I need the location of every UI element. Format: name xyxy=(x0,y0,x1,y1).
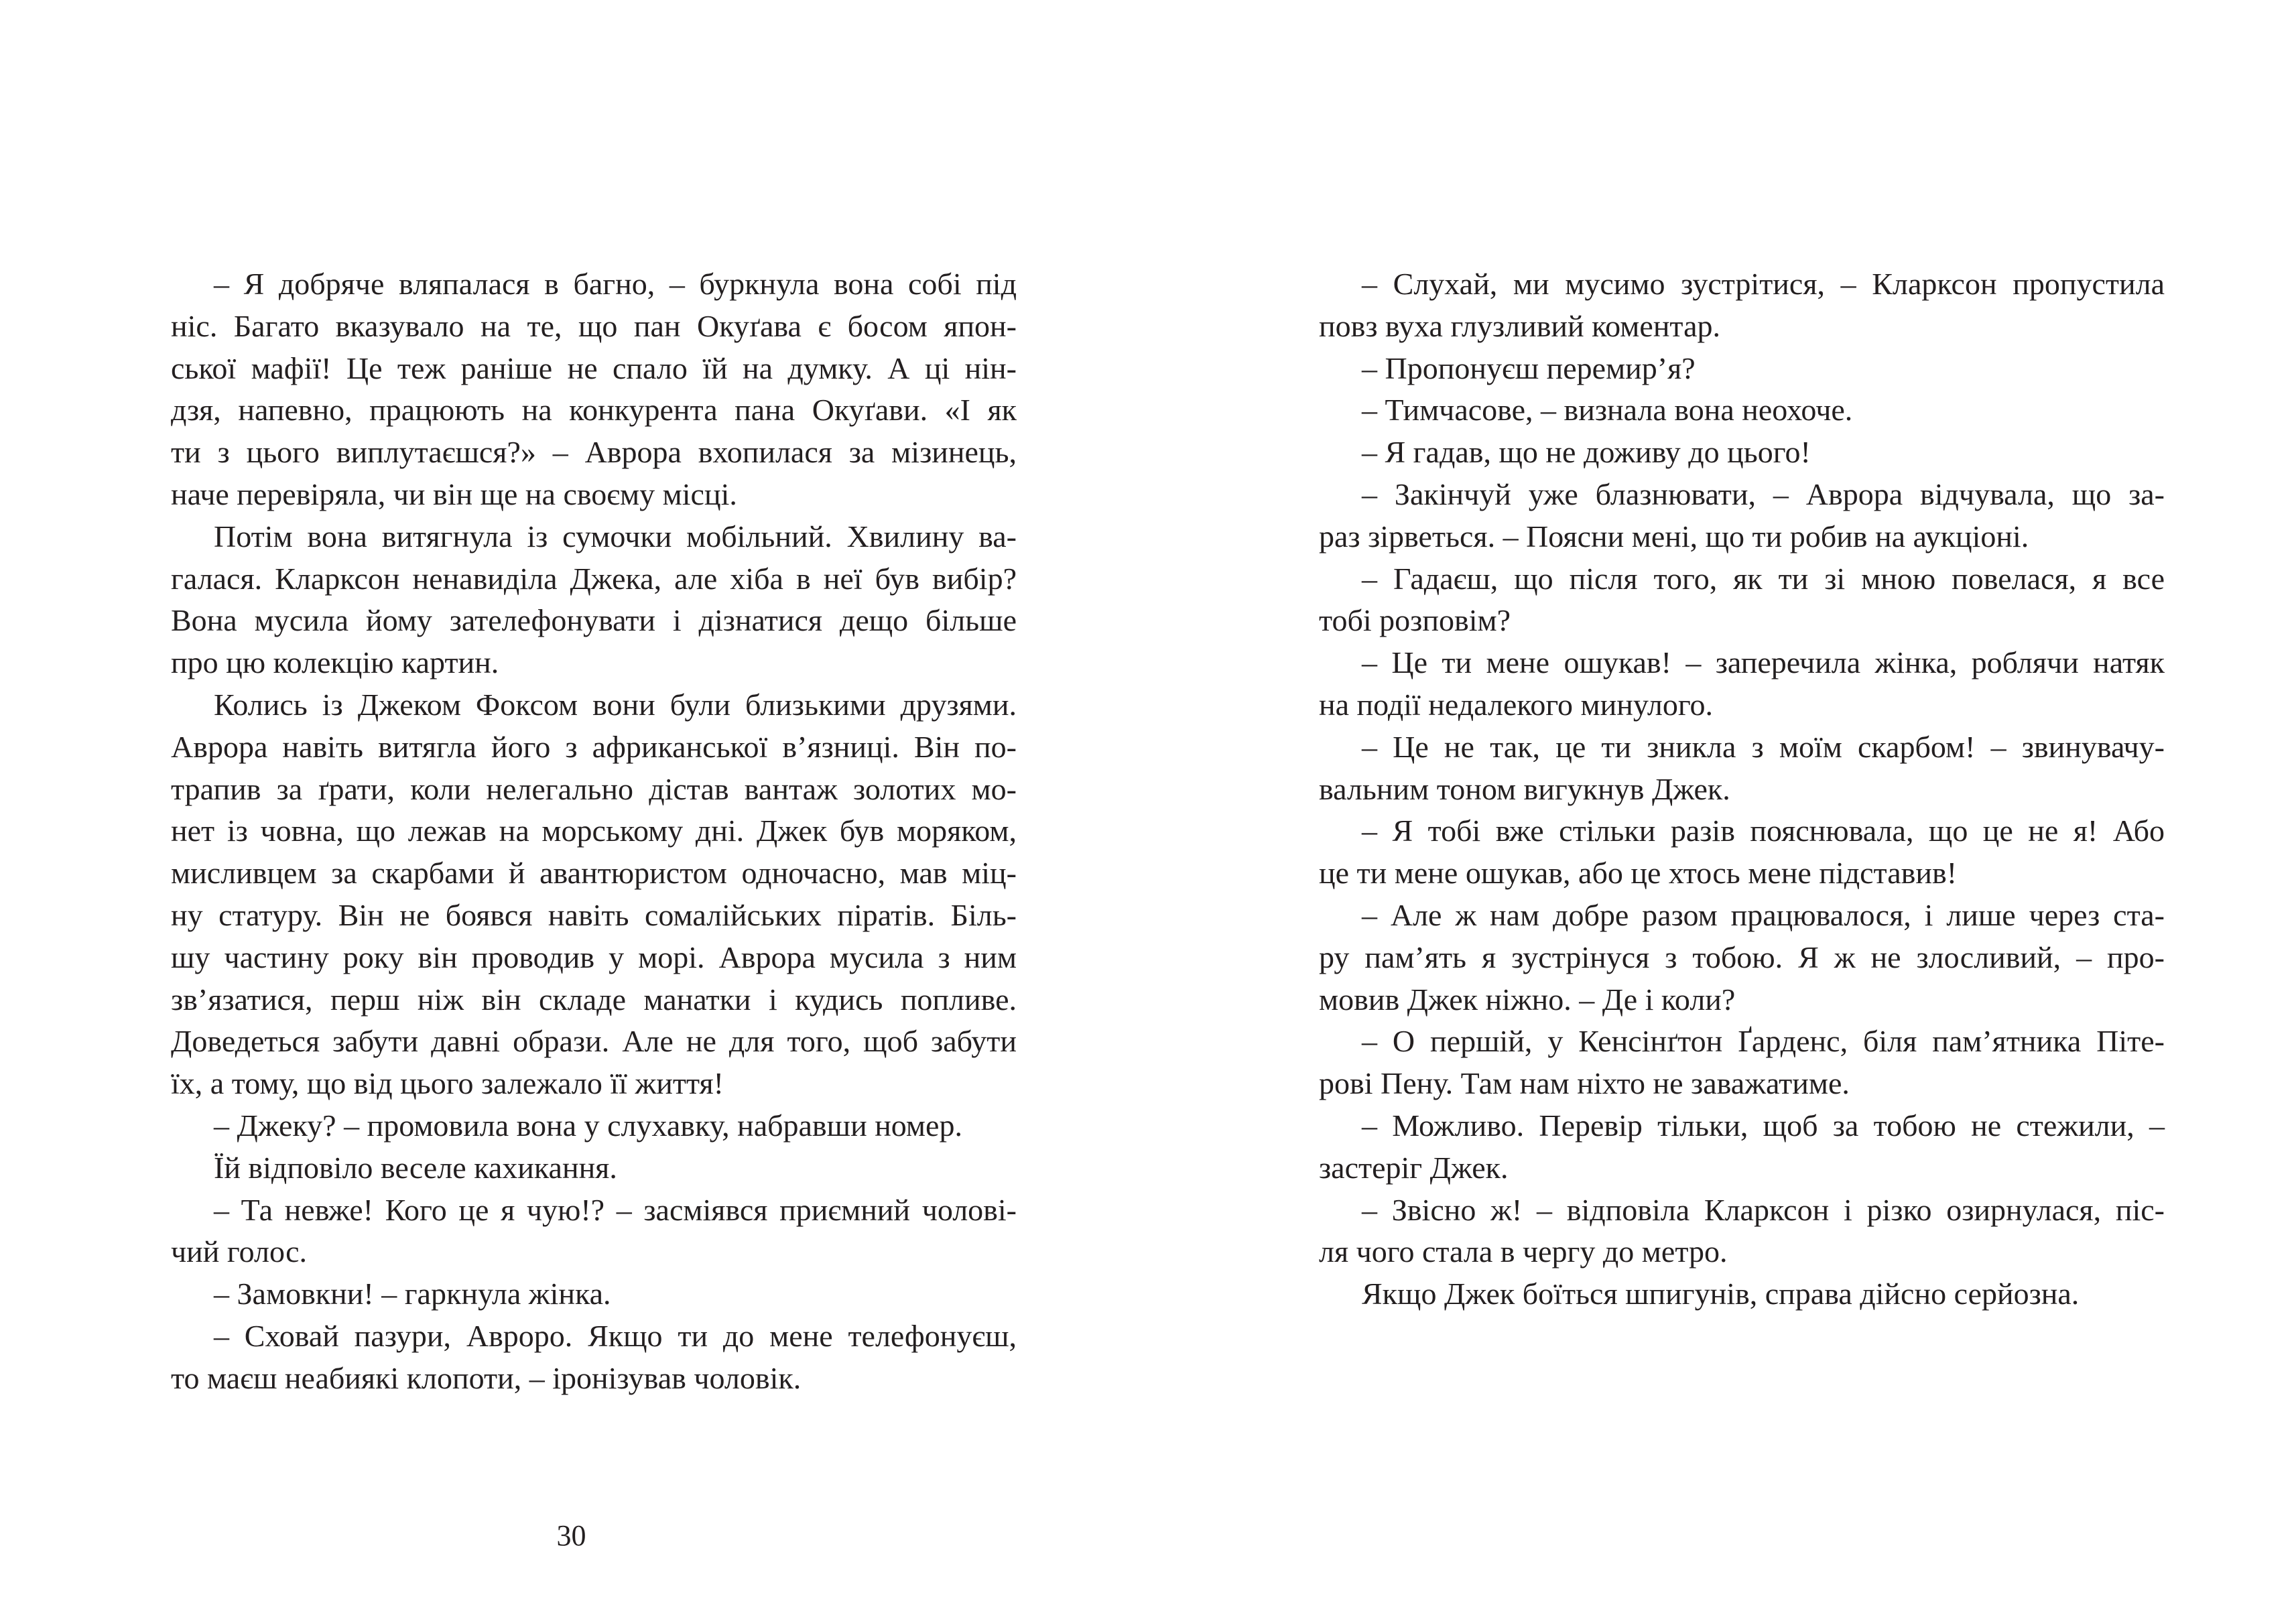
text-line: мовив Джек ніжно. – Де і коли? xyxy=(1319,982,1736,1017)
text-line: Потім вона витягнула із сумочки мобільний. Хвилину ва- xyxy=(214,519,1017,554)
text-line: – Замовкни! – гаркнула жінка. xyxy=(214,1277,611,1311)
text-line: – Можливо. Перевір тільки, щоб за тобою не стежили, – xyxy=(1362,1108,2165,1143)
text-line: – Я гадав, що не доживу до цього! xyxy=(1362,435,1811,470)
text-line: – Це ти мене ошукав! – заперечила жінка, роблячи натяк xyxy=(1362,645,2165,680)
text-line: зв’язатися, перш ніж він складе манатки і кудись попливе. xyxy=(171,982,1017,1017)
text-line: ру пам’ять я зустрінуся з тобою. Я ж не злосливий, – про- xyxy=(1319,939,2165,974)
text-line: на події недалекого минулого. xyxy=(1319,687,1714,722)
text-line: – Сховай пазури, Авроро. Якщо ти до мене телефонуєш, xyxy=(214,1318,1017,1353)
text-line: про цю колекцію картин. xyxy=(171,645,499,680)
text-line: – Але ж нам добре разом працювалося, і лише через ста- xyxy=(1362,897,2165,932)
text-line: – Це не так, це ти зникла з моїм скарбом! – звинувачу- xyxy=(1362,729,2165,764)
text-line: Якщо Джек боїться шпигунів, справа дійсно серйозна. xyxy=(1362,1277,2080,1311)
text-line: – Звісно ж! – відповіла Кларксон і різко озирнулася, піс- xyxy=(1362,1192,2165,1227)
text-line: – О першій, у Кенсінґтон Ґарденс, біля пам’ятника Піте- xyxy=(1362,1024,2165,1059)
text-line: то маєш неабиякі клопоти, – іронізував чоловік. xyxy=(171,1360,802,1395)
text-line: трапив за ґрати, коли нелегально дістав вантаж золотих мо- xyxy=(171,771,1017,806)
text-line: Аврора навіть витягла його з африканської в’язниці. Він по- xyxy=(171,729,1017,764)
text-line: дзя, напевно, працюють на конкурента пана Окуґави. «І як xyxy=(171,393,1017,428)
text-line: їх, а тому, що від цього залежало її життя! xyxy=(171,1066,724,1101)
text-line: це ти мене ошукав, або це хтось мене підставив! xyxy=(1319,856,1958,891)
text-line: галася. Кларксон ненавиділа Джека, але хіба в неї був вибір? xyxy=(171,561,1017,596)
text-line: Колись із Джеком Фоксом вони були близькими друзями. xyxy=(214,687,1017,722)
text-line: Доведеться забути давні образи. Але не для того, щоб забути xyxy=(171,1024,1017,1059)
text-line: рові Пену. Там нам ніхто не заважатиме. xyxy=(1319,1066,1850,1101)
text-line: наче перевіряла, чи він ще на своєму місці. xyxy=(171,476,737,511)
text-line: Їй відповіло веселе кахикання. xyxy=(214,1150,617,1185)
text-line: чий голос. xyxy=(171,1234,308,1269)
text-line: – Гадаєш, що після того, як ти зі мною повелася, я все xyxy=(1362,561,2165,596)
text-line: – Я тобі вже стільки разів пояснювала, що це не я! Або xyxy=(1362,814,2165,848)
text-line: – Тимчасове, – визнала вона неохоче. xyxy=(1362,393,1853,428)
text-line: Вона мусила йому зателефонувати і дізнатися дещо більше xyxy=(171,603,1017,638)
text-line: ля чого стала в чергу до метро. xyxy=(1319,1234,1728,1269)
text-line: тобі розповім? xyxy=(1319,603,1511,638)
right-text-column xyxy=(1319,263,2165,1315)
text-line: нет із човна, що лежав на морському дні. Джек був моряком, xyxy=(171,814,1017,848)
text-line: шу частину року він проводив у морі. Аврора мусила з ним xyxy=(171,939,1017,974)
left-text-column xyxy=(171,263,1017,1400)
text-line: мисливцем за скарбами й авантюристом одночасно, мав міц- xyxy=(171,856,1017,891)
text-line: – Пропонуєш перемир’я? xyxy=(1362,350,1696,385)
text-line: – Слухай, ми мусимо зустрітися, – Кларксон пропустила xyxy=(1362,267,2165,301)
text-line: вальним тоном вигукнув Джек. xyxy=(1319,771,1730,806)
text-line: ніс. Багато вказувало на те, що пан Окуґава є босом япон- xyxy=(171,308,1017,343)
text-line: – Я добряче вляпалася в багно, – буркнула вона собі під xyxy=(214,267,1017,301)
text-line: раз зірветься. – Поясни мені, що ти робив на аукціоні. xyxy=(1319,519,2029,554)
text-line: ти з цього виплутаєшся?» – Аврора вхопилася за мізинець, xyxy=(171,435,1017,470)
text-line: ну статуру. Він не боявся навіть сомалійських піратів. Біль- xyxy=(171,897,1017,932)
text-line: повз вуха глузливий коментар. xyxy=(1319,308,1721,343)
text-line: ської мафії! Це теж раніше не спало їй на думку. А ці нін- xyxy=(171,350,1017,385)
page-number: 30 xyxy=(556,1519,586,1552)
text-line: – Та невже! Кого це я чую!? – засміявся приємний чолові- xyxy=(214,1192,1017,1227)
text-line: застеріг Джек. xyxy=(1319,1150,1509,1185)
text-line: – Закінчуй уже блазнювати, – Аврора відчувала, що за- xyxy=(1362,476,2165,511)
text-line: – Джеку? – промовила вона у слухавку, набравши номер. xyxy=(214,1108,962,1143)
right-page xyxy=(1148,0,2296,1623)
